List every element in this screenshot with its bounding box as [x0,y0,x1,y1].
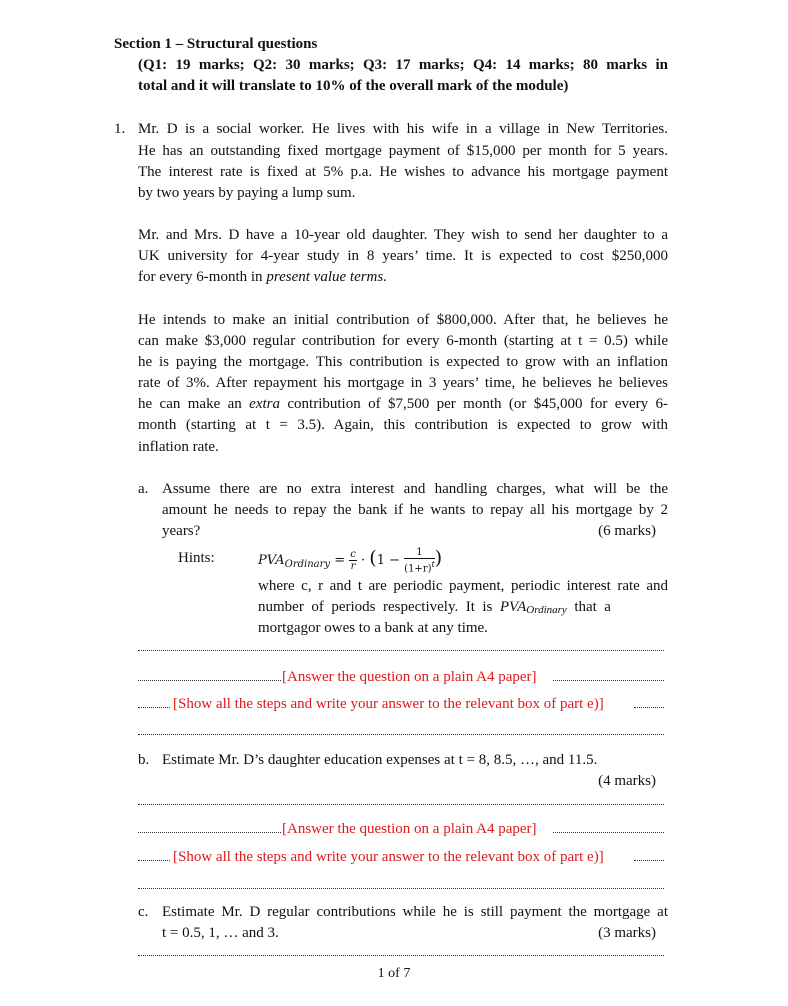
section-marks-line2: total and it will translate to 10% of the overall mark of the module) [138,78,569,94]
part-a-line2: amount he needs to repay the bank if he wants to repay all his mortgage by 2 [162,502,668,518]
q1-para2-line3: for every 6-month in present value terms. [138,269,387,285]
answer-note: [Answer the question on a plain A4 paper] [282,669,537,685]
answer-dotted-line [138,860,170,861]
hint-line2: number of periods respectively. It is PVAOrdinary that a [258,599,611,616]
q1-para1-line3: The interest rate is fixed at 5% p.a. He wishes to advance his mortgage payment [138,164,668,180]
part-c-line2: t = 0.5, 1, … and 3. [162,925,279,941]
part-b-line1: Estimate Mr. D’s daughter education expenses at t = 8, 8.5, …, and 11.5. [162,752,598,768]
answer-dotted-line [138,650,664,651]
q1-para1-line4: by two years by paying a lump sum. [138,185,356,201]
q1-para3-line5: he can make an extra contribution of $7,500 per month (or $45,000 for every 6- [138,396,668,412]
q1-para1-line2: He has an outstanding fixed mortgage payment of $15,000 per month for 5 years. [138,143,668,159]
q1-para2-line2: UK university for 4-year study in 8 years’ time. It is expected to cost $250,000 [138,248,668,264]
answer-dotted-line [138,955,664,956]
steps-note: [Show all the steps and write your answer to the relevant box of part e)] [173,696,604,712]
hints-label: Hints: [178,550,215,566]
part-a-marks: (6 marks) [598,523,656,539]
answer-dotted-line [138,707,170,708]
q1-para3-line4: rate of 3%. After repayment his mortgage in 3 years’ time, he believes he believes [138,375,668,391]
q1-para3-line7: inflation rate. [138,439,219,455]
q1-para1-line1: Mr. D is a social worker. He lives with his wife in a village in New Territories. [138,121,668,137]
q1-para3-line6: month (starting at t = 3.5). Again, this contribution is expected to grow with [138,417,668,433]
part-a-label: a. [138,481,149,497]
answer-dotted-line [634,860,664,861]
hint-line3: mortgagor owes to a bank at any time. [258,620,488,636]
answer-dotted-line [634,707,664,708]
steps-note: [Show all the steps and write your answer to the relevant box of part e)] [173,849,604,865]
q1-para2-line1: Mr. and Mrs. D have a 10-year old daughter. They wish to send her daughter to a [138,227,668,243]
part-c-marks: (3 marks) [598,925,656,941]
answer-dotted-line [138,804,664,805]
part-c-label: c. [138,904,149,920]
answer-dotted-line [138,888,664,889]
part-a-line3: years? [162,523,201,539]
page-number: 1 of 7 [377,966,411,981]
answer-dotted-line [138,734,664,735]
part-b-marks: (4 marks) [598,773,656,789]
answer-dotted-line [553,832,664,833]
hint-line1: where c, r and t are periodic payment, periodic interest rate and [258,578,668,594]
section-marks-line1: (Q1: 19 marks; Q2: 30 marks; Q3: 17 marks; Q4: 14 marks; 80 marks in [138,57,668,73]
answer-dotted-line [138,680,281,681]
q1-para3-line3: he is paying the mortgage. This contribution is expected to grow with an inflation [138,354,668,370]
answer-dotted-line [553,680,664,681]
part-a-line1: Assume there are no extra interest and handling charges, what will be the [162,481,668,497]
answer-dotted-line [138,832,281,833]
question-number: 1. [114,121,126,137]
answer-note: [Answer the question on a plain A4 paper] [282,821,537,837]
part-c-line1: Estimate Mr. D regular contributions while he is still payment the mortgage at [162,904,668,920]
pva-formula: $PVA_{Ordinary}$ = $\frac{c}{r}$ · (1 − $\frac{1}{(1+r)^t}$ ) [258,546,443,575]
section-title: Section 1 – Structural questions [114,36,318,52]
q1-para3-line1: He intends to make an initial contribution of $800,000. After that, he believes he [138,312,668,328]
part-b-label: b. [138,752,150,768]
q1-para3-line2: can make $3,000 regular contribution for every 6-month (starting at t = 0.5) while [138,333,668,349]
